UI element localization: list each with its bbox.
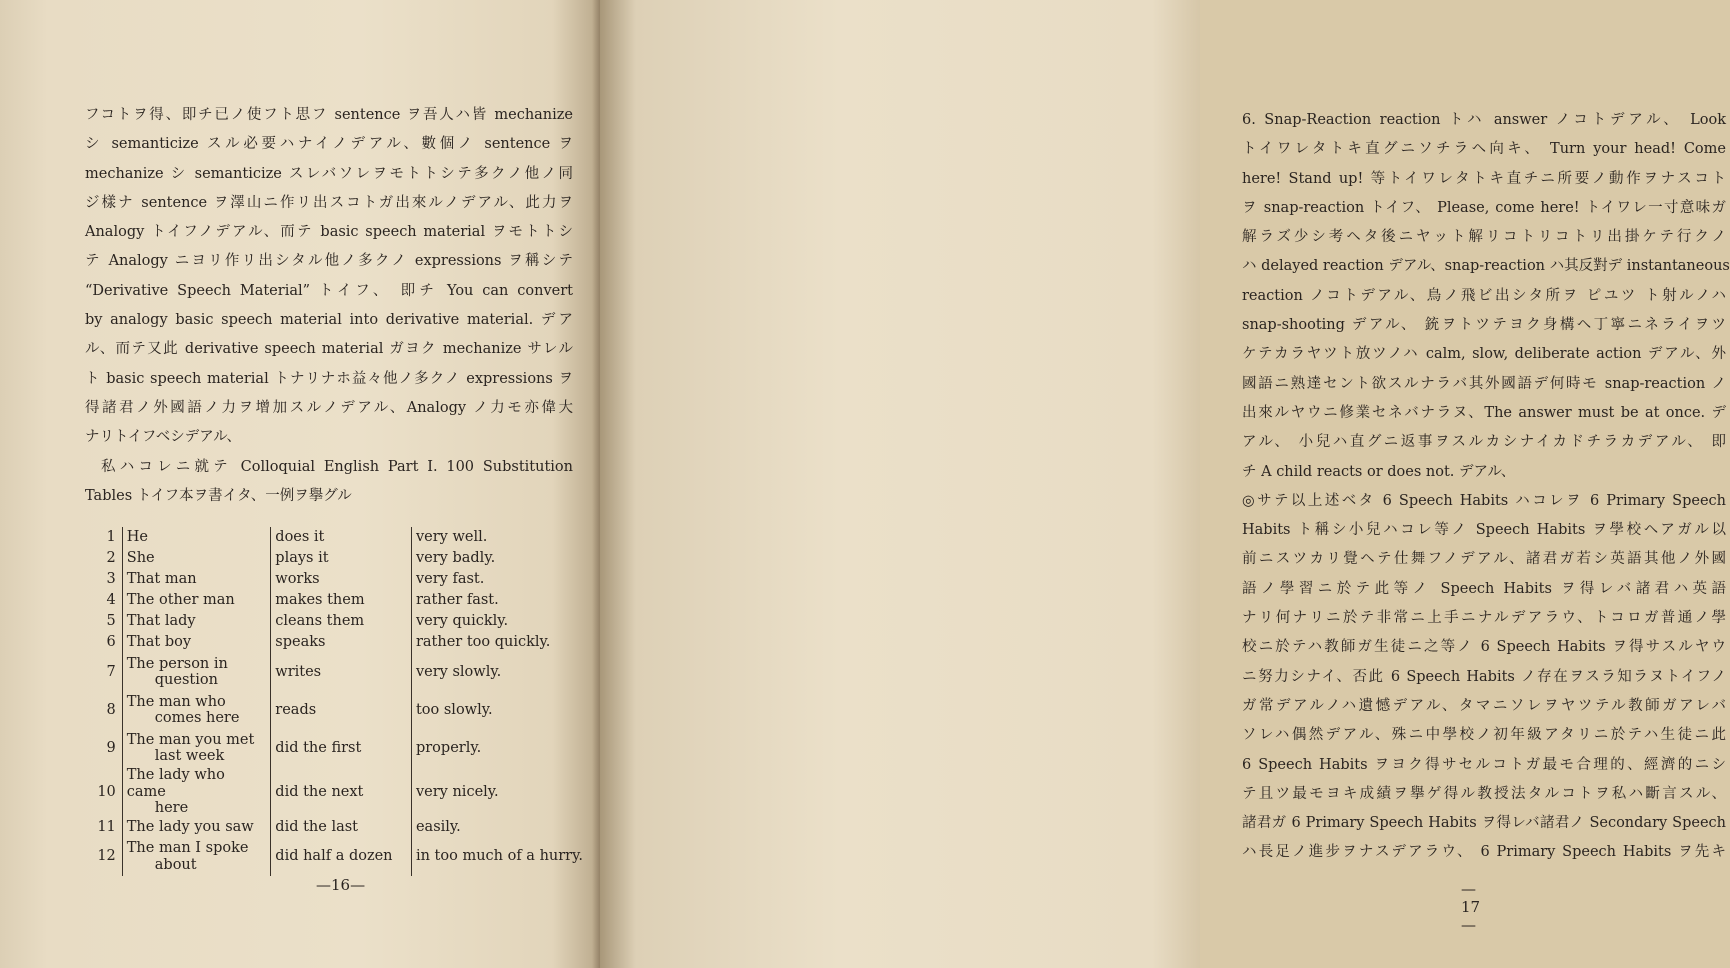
row-number: 7 (106, 663, 116, 680)
adverb-cell: very fast. (411, 569, 587, 590)
text-line: reaction ノコトデアル、鳥ノ飛ビ出シタ所ヲ ピユツ ト射ルノハ (1242, 287, 1726, 304)
text-line: 前ニスツカリ覺ヘテ仕舞フノデアル、諸君ガ若シ英語其他ノ外國 (1242, 551, 1726, 568)
subject-cell (122, 527, 271, 548)
verb-cell: does it (271, 527, 412, 548)
verb-cell: works (271, 569, 412, 590)
text-line: テ且ツ最モヨキ成績ヲ擧ゲ得ル教授法タルコトヲ私ハ斷言スル、 (1242, 785, 1726, 802)
text-line: 諸君ガ 6 Primary Speech Habits ヲ得レバ諸君ノ Secondary Speech (1242, 815, 1726, 832)
table-row (92, 590, 587, 611)
text-line: mechanize シ semanticize スレバソレヲモトトシテ多クノ他ノ同 (85, 165, 573, 182)
subject-text: The lady who came (126, 767, 225, 800)
subject-text: The man I spoke (126, 840, 249, 856)
verb-cell: did the next (271, 767, 412, 817)
row-number: 10 (97, 783, 116, 800)
subject-text: That man (126, 571, 197, 588)
text-line: ガ常デアルノハ遺憾デアル、タマニソレヲヤツテル教師ガアレバ (1242, 697, 1726, 714)
text-line: テ Analogy ニヨリ作リ出シタル他ノ多クノ expressions ヲ稱シテ (85, 253, 573, 270)
subject-text: The person in (126, 655, 228, 672)
subject-cell (122, 767, 271, 817)
text-line: 6 Speech Habits ヲヨク得サセルコトガ最モ合理的、經濟的ニシ (1242, 756, 1726, 773)
text-line: Analogy トイフノデアル、而テ basic speech material ヲモトトシ (85, 224, 573, 241)
subject-continuation: comes here (154, 710, 240, 726)
text-line: ハ長足ノ進步ヲナスデアラウ、 6 Primary Speech Habits ヲ先キ (1242, 844, 1726, 861)
subject-cell (122, 569, 271, 590)
row-number: 8 (106, 701, 116, 718)
text-line: 私ハコレニ就テ Colloquial English Part I. 100 Substitution (101, 458, 573, 475)
text-line: ナリトイフベシデアル、 (85, 429, 242, 446)
adverb-cell: properly. (411, 729, 587, 767)
adverb-cell: in too much of a hurry. (411, 838, 587, 876)
text-line: 解ラズ少シ考ヘタ後ニヤット解リコトリコトリ出掛ケテ行クノ (1242, 229, 1726, 246)
table-row (92, 691, 587, 729)
verb-cell: speaks (271, 632, 412, 653)
row-number: 11 (97, 818, 116, 835)
right-page (600, 0, 1730, 968)
text-line: ニ努力シナイ、否此 6 Speech Habits ノ存在ヲスラ知ラヌトイフノ (1242, 668, 1726, 685)
subject-text: She (126, 550, 155, 567)
subject-cell (122, 653, 271, 691)
subject-text: The other man (126, 592, 235, 609)
subject-continuation: question (154, 672, 218, 688)
table-row (92, 611, 587, 632)
row-number: 4 (106, 592, 116, 609)
table-row (92, 632, 587, 653)
subject-cell (122, 838, 271, 876)
row-number: 1 (106, 529, 116, 546)
text-line: トイワレタトキ直グニソチラヘ向キ、 Turn your head! Come (1242, 141, 1726, 158)
table-row (92, 569, 587, 590)
text-line: 語ノ學習ニ於テ此等ノ Speech Habits ヲ得レバ諸君ハ英語 (1242, 580, 1726, 597)
page-number-left: —16— (316, 876, 366, 894)
row-number: 6 (106, 634, 116, 651)
table-row (92, 548, 587, 569)
verb-cell: reads (271, 691, 412, 729)
text-line: チ A child reacts or does not. デアル、 (1242, 463, 1516, 480)
row-number: 2 (106, 550, 116, 567)
verb-cell: writes (271, 653, 412, 691)
subject-cell (122, 611, 271, 632)
text-line: 得諸君ノ外國語ノ力ヲ增加スルノデアル、Analogy ノ力モ亦偉大 (85, 399, 573, 416)
text-line: ケテカラヤツト放ツノハ calm, slow, deliberate action デアル、外 (1242, 346, 1726, 363)
text-line: ハ delayed reaction デアル、snap-reaction ハ其反對デ instantaneous (1242, 258, 1730, 275)
subject-cell (122, 817, 271, 838)
adverb-cell: too slowly. (411, 691, 587, 729)
text-line: 出來ルヤウニ修業セネバナラヌ、The answer must be at once. デ (1242, 404, 1726, 421)
table-row (92, 838, 587, 876)
verb-cell: plays it (271, 548, 412, 569)
subject-cell (122, 691, 271, 729)
adverb-cell: very quickly. (411, 611, 587, 632)
subject-cell (122, 632, 271, 653)
adverb-cell: very badly. (411, 548, 587, 569)
text-line: “Derivative Speech Material” トイフ、 即チ You can convert (85, 282, 573, 299)
adverb-cell: rather fast. (411, 590, 587, 611)
verb-cell: did the first (271, 729, 412, 767)
text-line: フコトヲ得、即チ已ノ使フト思フ sentence ヲ吾人ハ皆 mechanize (85, 107, 573, 123)
row-number: 3 (106, 571, 116, 588)
text-line: here! Stand up! 等トイワレタトキ直チニ所要ノ動作ヲナスコト (1242, 170, 1726, 187)
text-line: シ semanticize スル必要ハナイノデアル、數個ノ sentence ヲ (85, 136, 573, 153)
text-line: ト basic speech material トナリナホ益々他ノ多クノ expressions ヲ (85, 370, 573, 387)
adverb-cell: very slowly. (411, 653, 587, 691)
text-line: 校ニ於テハ教師ガ生徒ニ之等ノ 6 Speech Habits ヲ得サスルヤウ (1242, 639, 1726, 656)
left-page (0, 0, 600, 968)
subject-text: The man who (126, 693, 226, 710)
text-line: by analogy basic speech material into derivative material. デア (85, 312, 573, 329)
right-page-text (1242, 106, 1730, 868)
adverb-cell: very well. (411, 527, 587, 548)
text-line: ル、而テ又此 derivative speech material ガヨク mechanize サレル (85, 341, 573, 358)
text-line: 6. Snap-Reaction reaction トハ answer ノコトデアル、 Look (1242, 112, 1726, 128)
adverb-cell: very nicely. (411, 767, 587, 817)
verb-cell: cleans them (271, 611, 412, 632)
subject-continuation: last week (154, 748, 225, 764)
left-page-text (85, 101, 573, 511)
page-number-right: —17— (1461, 880, 1481, 934)
table-row (92, 767, 587, 817)
subject-text: The lady you saw (126, 818, 254, 835)
text-line: Habits ト稱シ小兒ハコレ等ノ Speech Habits ヲ學校ヘアガル以 (1242, 522, 1726, 539)
subject-text: That boy (126, 634, 192, 651)
subject-text: The man you met (126, 731, 255, 748)
table-row (92, 729, 587, 767)
text-line: ソレハ偶然デアル、殊ニ中學校ノ初年級アタリニ於テハ生徒ニ此 (1242, 727, 1726, 744)
table-row (92, 653, 587, 691)
verb-cell: did half a dozen (271, 838, 412, 876)
text-line: ジ樣ナ sentence ヲ澤山ニ作リ出スコトガ出來ルノデアル、此力ヲ (85, 194, 573, 211)
row-number: 9 (106, 739, 116, 756)
text-line: ヲ snap-reaction トイフ、 Please, come here! トイワレ一寸意味ガ (1242, 199, 1726, 216)
subject-cell (122, 548, 271, 569)
verb-cell: did the last (271, 817, 412, 838)
subject-continuation: about (154, 856, 197, 873)
row-number: 5 (106, 613, 116, 630)
text-line: 國語ニ熟達セント欲スルナラバ其外國語デ何時モ snap-reaction ノ (1242, 375, 1726, 392)
subject-text: He (126, 529, 148, 546)
table-row (92, 527, 587, 548)
table-row (92, 817, 587, 838)
subject-text: That lady (126, 613, 196, 630)
text-line: Tables トイフ本ヲ書イタ、一例ヲ擧グル (85, 487, 352, 504)
subject-continuation: here (154, 800, 189, 816)
substitution-table (92, 527, 587, 876)
subject-cell (122, 729, 271, 767)
subject-cell (122, 590, 271, 611)
text-line: ◎サテ以上述ベタ 6 Speech Habits ハコレヲ 6 Primary Speech (1242, 492, 1726, 509)
text-line: snap-shooting デアル、 銃ヲトツテヨク身構ヘ丁寧ニネライヲツ (1242, 317, 1726, 334)
verb-cell: makes them (271, 590, 412, 611)
text-line: アル、 小兒ハ直グニ返事ヲスルカシナイカドチラカデアル、 即 (1242, 434, 1726, 451)
adverb-cell: easily. (411, 817, 587, 838)
adverb-cell: rather too quickly. (411, 632, 587, 653)
text-line: ナリ何ナリニ於テ非常ニ上手ニナルデアラウ、トコロガ普通ノ學 (1242, 610, 1726, 627)
row-number: 12 (97, 848, 116, 865)
